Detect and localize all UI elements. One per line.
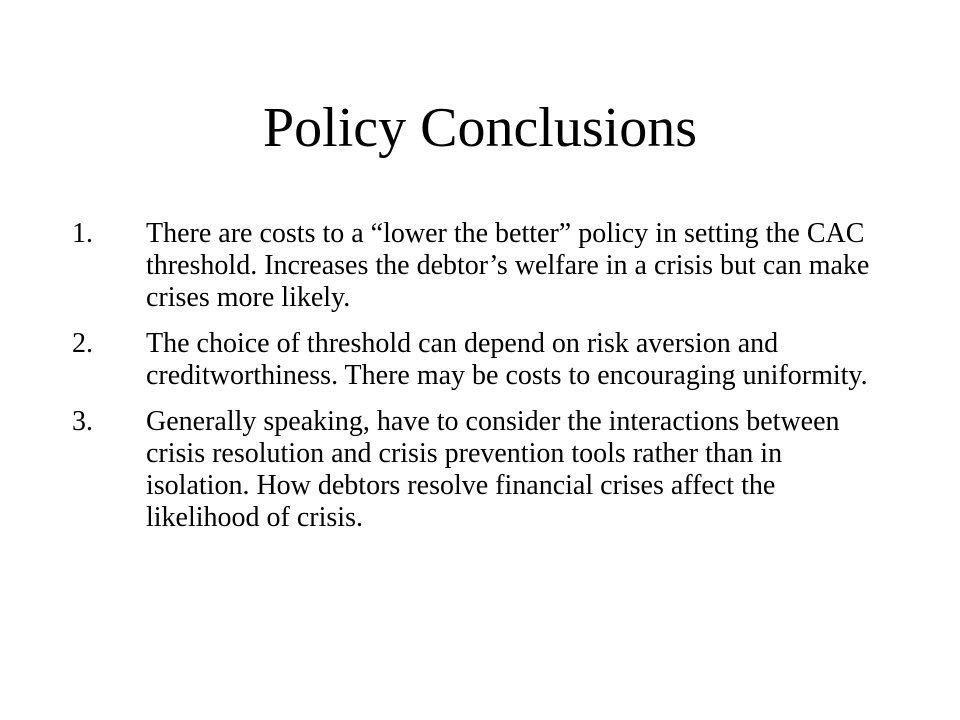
list-item-number: 3. bbox=[72, 406, 93, 437]
list-item-text: There are costs to a “lower the better” policy in setting the CAC threshold. Increases the debtor’s welfare in a crisis but can make crises more likely. bbox=[146, 218, 870, 313]
slide-title: Policy Conclusions bbox=[262, 97, 698, 159]
list-item-number: 1. bbox=[72, 218, 93, 249]
list-item bbox=[72, 328, 872, 392]
list-item-number: 2. bbox=[72, 328, 93, 359]
list-item bbox=[72, 218, 872, 314]
list-item-text: Generally speaking, have to consider the interactions between crisis resolution and crisis prevention tools rather than in isolation. How debtors resolve financial crises affect the likelihood of crisis. bbox=[146, 406, 840, 533]
conclusions-list bbox=[72, 218, 872, 548]
list-item-text: The choice of threshold can depend on risk aversion and creditworthiness. There may be costs to encouraging uniformity. bbox=[146, 328, 868, 391]
list-item bbox=[72, 406, 872, 534]
